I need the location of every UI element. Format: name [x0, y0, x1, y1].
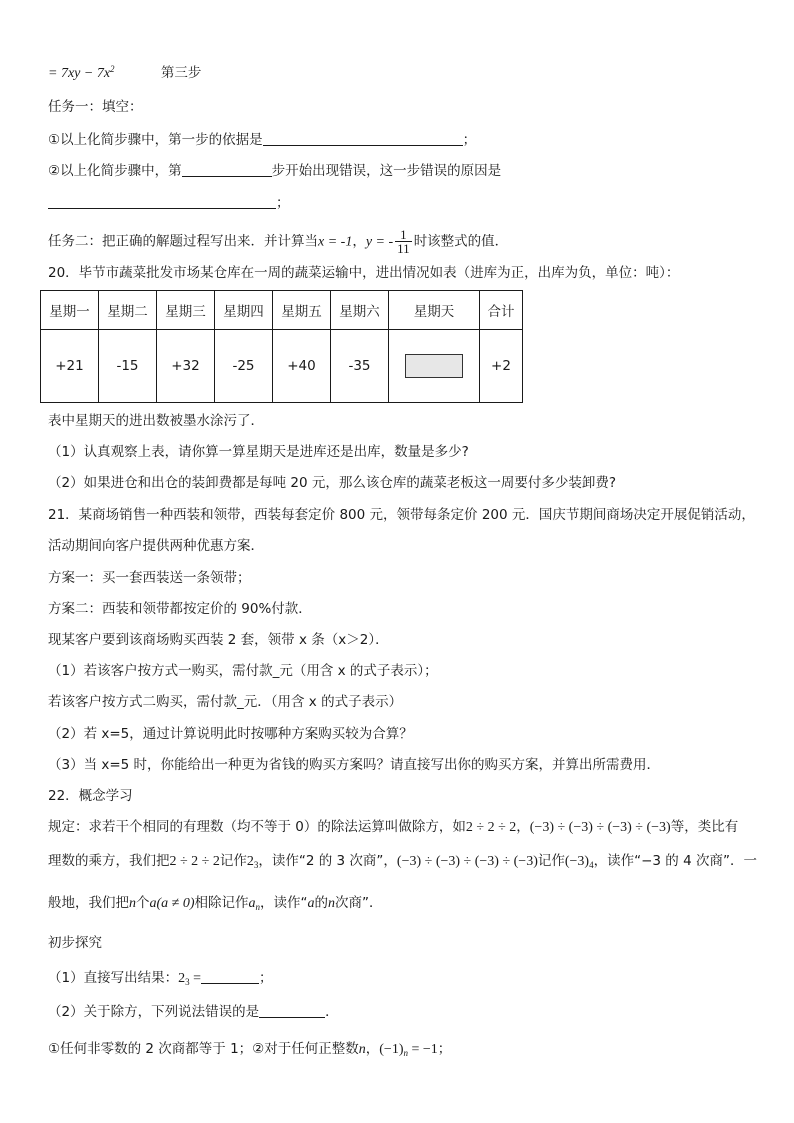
value-cell: -35	[331, 330, 389, 403]
q22-explore-3: ①任何非零数的 2 次商都等于 1；②对于任何正整数n，$(-1)_n = -1$；	[48, 1041, 452, 1058]
task1-question2: ②以上化简步骤中，第 步开始出现错误，这一步错误的原因是	[48, 163, 502, 179]
value-cell: -25	[215, 330, 273, 403]
q21-line2: 活动期间向客户提供两种优惠方案．	[48, 538, 264, 554]
q21-line1: 21．某商场销售一种西装和领带，西装每套定价 800 元，领带每条定价 200 元．国庆节期间商场决定开展促销活动，	[48, 507, 755, 523]
table-header-row	[41, 291, 523, 330]
q21-buy: 现某客户要到该商场购买西装 2 套，领带 x 条（x＞2）．	[48, 632, 389, 648]
q21-part3: （3）当 x=5 时，你能给出一种更为省钱的购买方案吗？请直接写出你的购买方案，并算出所需费用．	[48, 757, 661, 773]
header-cell: 星期五	[273, 291, 331, 330]
transport-table	[40, 290, 523, 403]
value-cell: +40	[273, 330, 331, 403]
value-cell: +32	[157, 330, 215, 403]
q20-part1: （1）认真观察上表，请你算一算星期天是进库还是出库，数量是多少?	[48, 444, 469, 460]
value-cell: -15	[99, 330, 157, 403]
answer-blank-1[interactable]	[263, 131, 463, 146]
fraction: $\frac{1}{11}$	[397, 227, 410, 256]
answer-blank-3[interactable]	[48, 194, 276, 209]
header-cell: 星期三	[157, 291, 215, 330]
value-cell: +21	[41, 330, 99, 403]
header-cell: 星期二	[99, 291, 157, 330]
q22-explore-2: （2）关于除方，下列说法错误的是 ．	[48, 1004, 339, 1020]
task2-line: 任务二：把正确的解题过程写出来．并计算当x = -1，y = - $\frac{1}{11}$ 时该整式的值．	[48, 227, 509, 256]
q22-title: 22．概念学习	[48, 788, 133, 804]
ink-smudged-cell	[389, 330, 480, 403]
q22-rule-line3: 般地，我们把n个a(a ≠ 0)相除记作$a_n$，读作“a的n次商”．	[48, 895, 383, 912]
q21-plan1: 方案一：买一套西装送一条领带；	[48, 570, 251, 586]
header-cell: 星期一	[41, 291, 99, 330]
answer-blank-4[interactable]	[201, 969, 259, 984]
q22-explore-1: （1）直接写出结果：$2_3$ = ；	[48, 970, 273, 987]
step3-line	[48, 60, 201, 83]
answer-blank-5[interactable]	[259, 1003, 325, 1018]
q22-rule-line1: 规定：求若干个相同的有理数（均不等于 0）的除法运算叫做除方，如2 ÷ 2 ÷ 2，(−3) ÷ (−3) ÷ (−3) ÷ (−3)等，类比有	[48, 819, 739, 835]
header-cell: 合计	[480, 291, 523, 330]
header-cell: 星期六	[331, 291, 389, 330]
q22-rule-line2: 理数的乘方，我们把2 ÷ 2 ÷ 2记作$2_3$，读作“2 的 3 次商”，(−3) ÷ (−3) ÷ (−3) ÷ (−3)记作$(-3)_4$，读作“−3 的 4 次商”．一	[48, 853, 757, 870]
answer-blank-2[interactable]	[182, 162, 272, 177]
step3-label: 第三步	[160, 65, 202, 81]
header-cell: 星期四	[215, 291, 273, 330]
q22-explore-title: 初步探究	[48, 935, 102, 951]
q20-note: 表中星期天的进出数被墨水涂污了．	[48, 413, 264, 429]
table-value-row	[41, 330, 523, 403]
q21-part1b: 若该客户按方式二购买，需付款_元．（用含 x 的式子表示）	[48, 694, 403, 710]
q21-part2: （2）若 x=5，通过计算说明此时按哪种方案购买较为合算？	[48, 726, 413, 742]
ink-smudge	[405, 354, 463, 378]
step3-expression: = $7xy - 7x^2$	[48, 64, 115, 81]
task1-question1: ①以上化简步骤中，第一步的依据是 ；	[48, 132, 477, 148]
q20-part2: （2）如果进仓和出仓的装卸费都是每吨 20 元，那么该仓库的蔬菜老板这一周要付多少装卸费?	[48, 475, 617, 491]
q21-part1a: （1）若该客户按方式一购买，需付款_元（用含 x 的式子表示）；	[48, 663, 438, 679]
q21-plan2: 方案二：西装和领带都按定价的 90%付款．	[48, 601, 312, 617]
value-cell: +2	[480, 330, 523, 403]
task1-title: 任务一：填空：	[48, 99, 143, 115]
task1-question2-cont: ；	[48, 194, 290, 212]
header-cell: 星期天	[389, 291, 480, 330]
q20-text: 20．毕节市蔬菜批发市场某仓库在一周的蔬菜运输中，进出情况如表（进库为正，出库为负，单位：吨）：	[48, 265, 680, 281]
